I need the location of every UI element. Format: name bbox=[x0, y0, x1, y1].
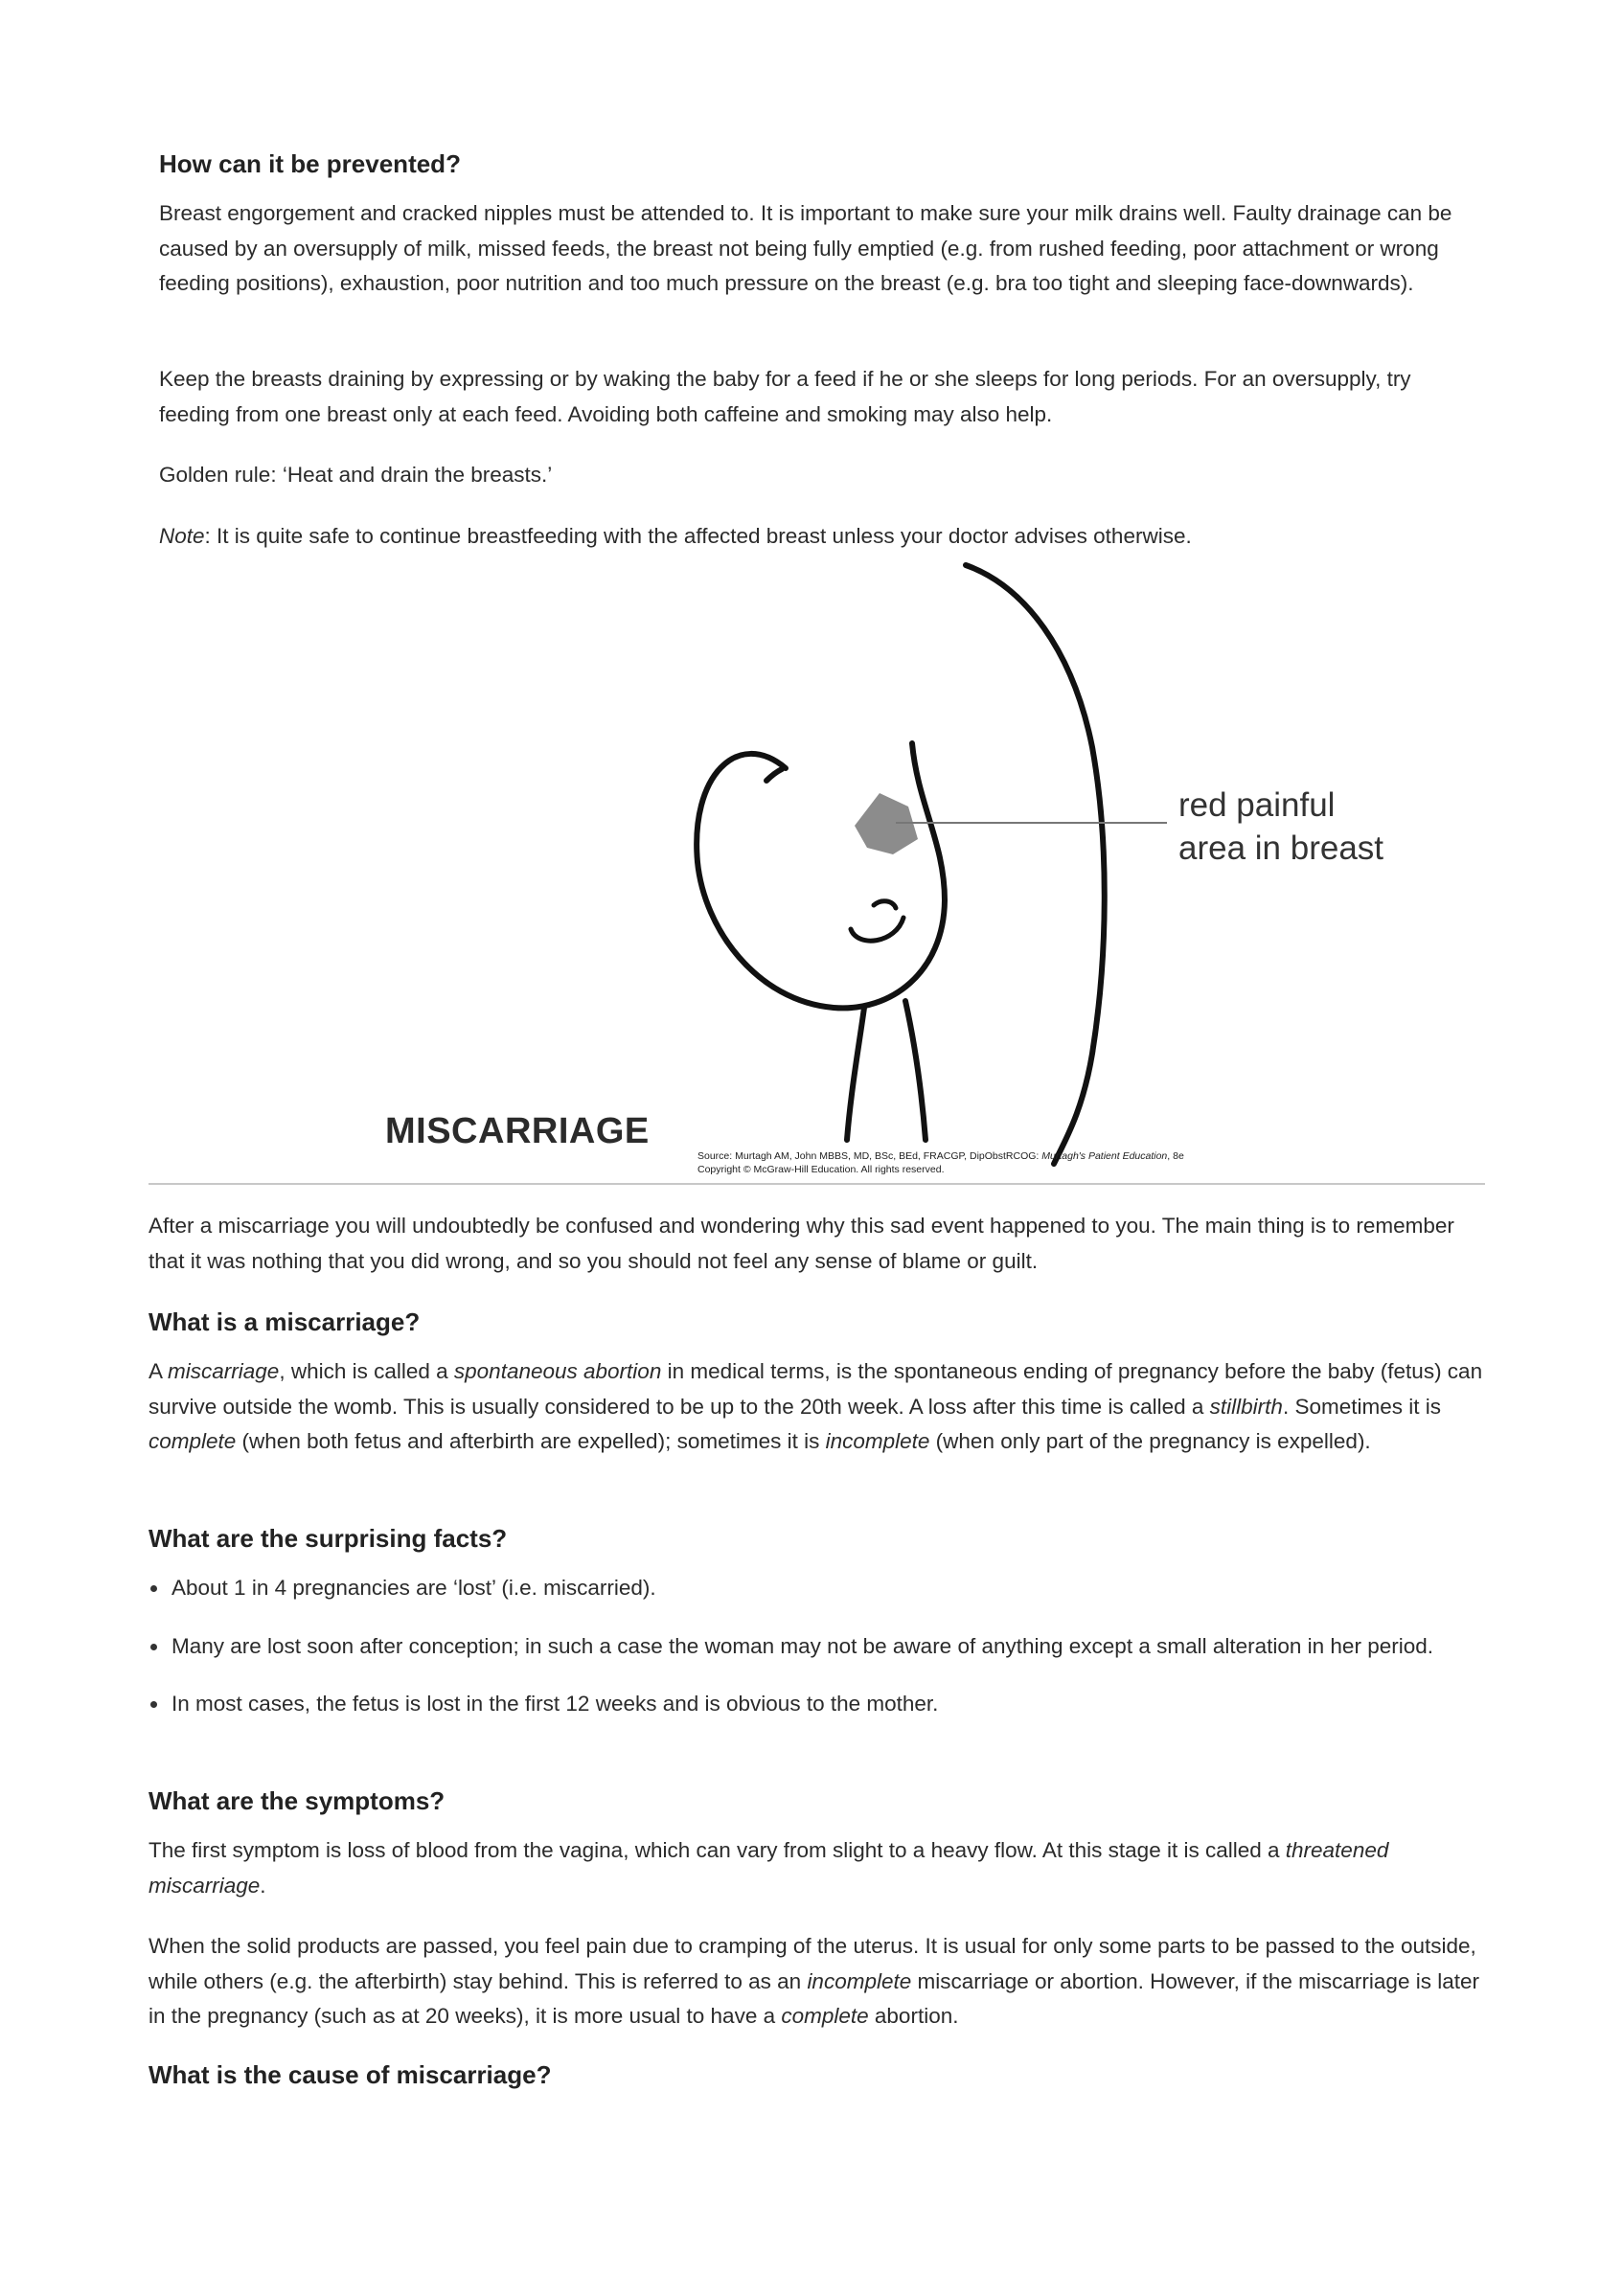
list-item: Many are lost soon after conception; in such a case the woman may not be aware of anything except a small alteration in her period. bbox=[149, 1629, 1485, 1665]
paragraph-symptoms-2: When the solid products are passed, you feel pain due to cramping of the uterus. It is usual for only some parts to be passed to the outside, while others (e.g. the afterbirth) stay behind. This is referred to as an incomplete miscarriage or abortion. However, if the miscarriage is later in the pregnancy (such as at 20 weeks), it is more usual to have a complete abortion. bbox=[149, 1934, 1479, 2028]
paragraph-symptoms-1: The first symptom is loss of blood from the vagina, which can vary from slight to a heavy flow. At this stage it is called a threatened miscarriage. bbox=[149, 1838, 1389, 1898]
figure-label-line1: red painful bbox=[1178, 786, 1336, 824]
paragraph-note: Note: It is quite safe to continue breastfeeding with the affected breast unless your doctor advises otherwise. bbox=[159, 524, 1192, 548]
heading-surprising-facts: What are the surprising facts? bbox=[149, 1524, 508, 1553]
heading-symptoms: What are the symptoms? bbox=[149, 1786, 446, 1815]
paragraph-golden-rule: Golden rule: ‘Heat and drain the breasts.’ bbox=[159, 463, 553, 487]
heading-what-is-miscarriage: What is a miscarriage? bbox=[149, 1307, 421, 1336]
nipple-outline bbox=[851, 918, 903, 941]
figure-label-line2: area in breast bbox=[1178, 830, 1384, 867]
body-back-outline bbox=[966, 565, 1105, 1164]
paragraph-prevention-1: Breast engorgement and cracked nipples must be attended to. It is important to make sure your milk drains well. Faulty drainage can be caused by an oversupply of milk, missed feeds, the breast not being fully emptied (e.g. from rushed feeding, poor attachment or wrong feeding positions), exhaustion, poor nutrition and too much pressure on the breast (e.g. bra too tight and sleeping face-downwards). bbox=[159, 201, 1452, 295]
heading-cause: What is the cause of miscarriage? bbox=[149, 2060, 552, 2089]
nipple-inner bbox=[874, 901, 896, 908]
breast-lower-outline bbox=[697, 743, 945, 1008]
list-item: In most cases, the fetus is lost in the first 12 weeks and is obvious to the mother. bbox=[149, 1687, 1485, 1722]
facts-list bbox=[149, 1571, 1485, 1722]
list-item: About 1 in 4 pregnancies are ‘lost’ (i.e. miscarried). bbox=[149, 1571, 1485, 1606]
arm-left-line bbox=[847, 1008, 864, 1140]
paragraph-miscarriage-intro: After a miscarriage you will undoubtedly be confused and wondering why this sad event happened to you. The main thing is to remember that it was nothing that you did wrong, and so you should not feel any sense of blame or guilt. bbox=[149, 1214, 1454, 1273]
source-copyright: Copyright © McGraw-Hill Education. All rights reserved. bbox=[697, 1164, 945, 1175]
paragraph-what-is-miscarriage: A miscarriage, which is called a spontaneous abortion in medical terms, is the spontaneous ending of pregnancy before the baby (fetus) can survive outside the womb. This is usually considered to be up to the 20th week. A loss after this time is called a stillbirth. Sometimes it is complete (when both fetus and afterbirth are expelled); sometimes it is incomplete (when only part of the pregnancy is expelled). bbox=[149, 1359, 1483, 1453]
figure-label bbox=[1178, 784, 1383, 870]
section-divider bbox=[149, 1183, 1485, 1185]
section-title-miscarriage: MISCARRIAGE bbox=[385, 1111, 650, 1151]
paragraph-prevention-2: Keep the breasts draining by expressing or by waking the baby for a feed if he or she sleeps for long periods. For an oversupply, try feeding from one breast only at each feed. Avoiding both caffeine and smoking may also help. bbox=[159, 367, 1411, 426]
breast-left-outline bbox=[766, 769, 782, 781]
heading-prevention: How can it be prevented? bbox=[159, 149, 461, 178]
source-citation: Source: Murtagh AM, John MBBS, MD, BSc, BEd, FRACGP, DipObstRCOG: Murtagh's Patient Education, 8e bbox=[697, 1150, 1184, 1162]
figure-source bbox=[697, 1149, 1368, 1176]
arm-right-line bbox=[905, 1001, 926, 1140]
